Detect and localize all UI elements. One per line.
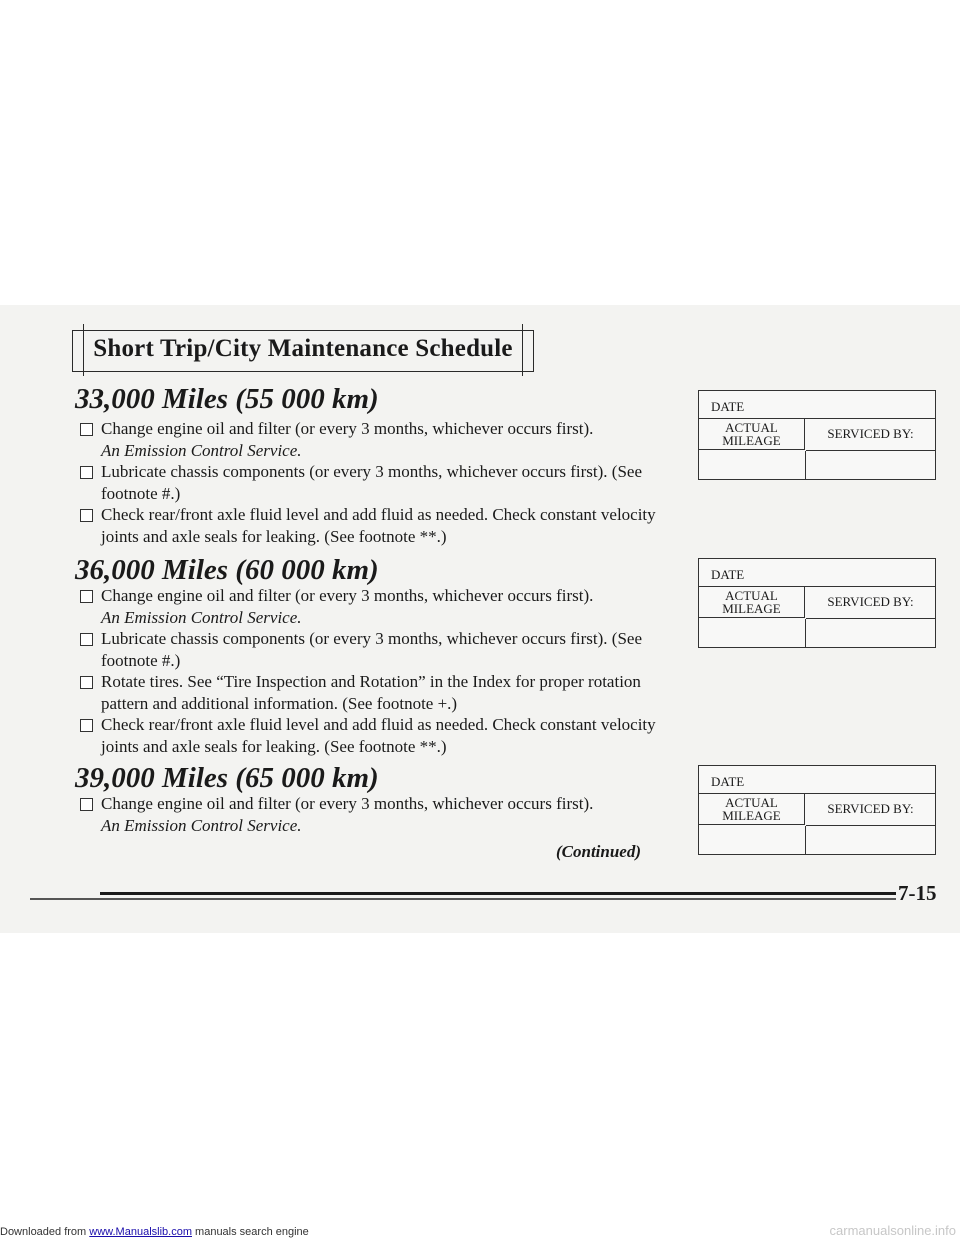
- mileage-field[interactable]: [699, 826, 806, 854]
- service-record-form: [698, 765, 936, 855]
- checkbox[interactable]: [80, 423, 93, 436]
- date-field[interactable]: [699, 559, 935, 587]
- item-text: Rotate tires. See “Tire Inspection and Rotation” in the Index for proper rotation pattern and additional information. (See footnote +.): [101, 672, 641, 713]
- service-record-form: [698, 390, 936, 480]
- service-record-form: [698, 558, 936, 648]
- checklist-item: [80, 714, 660, 758]
- download-footer: Downloaded from www.Manualslib.com manuals search engine: [0, 1226, 309, 1238]
- checkbox[interactable]: [80, 633, 93, 646]
- serviced-by-header: SERVICED BY:: [806, 418, 935, 451]
- date-label: DATE: [711, 567, 745, 582]
- item-text: Lubricate chassis components (or every 3 months, whichever occurs first). (See footnote #.): [101, 629, 642, 670]
- page-header: [72, 330, 534, 372]
- footer-rule: [100, 892, 896, 895]
- mileage-header: ACTUAL MILEAGE: [699, 586, 805, 618]
- checkbox[interactable]: [80, 676, 93, 689]
- continued-label: (Continued): [556, 842, 642, 861]
- checklist-item: [80, 793, 660, 837]
- item-text: Check rear/front axle fluid level and add fluid as needed. Check constant velocity joints and axle seals for leaking. (See footnote **.): [101, 715, 656, 756]
- date-field[interactable]: [699, 766, 935, 794]
- mileage-header: ACTUAL MILEAGE: [699, 793, 805, 825]
- section-heading-39000: 39,000 Miles (65 000 km): [75, 762, 379, 794]
- mileage-header: ACTUAL MILEAGE: [699, 418, 805, 450]
- checkbox[interactable]: [80, 719, 93, 732]
- date-label: DATE: [711, 399, 745, 414]
- serviced-by-header: SERVICED BY:: [806, 586, 935, 619]
- checklist-item: [80, 585, 660, 629]
- manualslib-link[interactable]: www.Manualslib.com: [89, 1226, 192, 1238]
- item-text: Check rear/front axle fluid level and add fluid as needed. Check constant velocity joints and axle seals for leaking. (See footnote **.): [101, 505, 656, 546]
- serviced-by-header: SERVICED BY:: [806, 793, 935, 826]
- footer-rule-thin: [30, 898, 896, 900]
- mileage-field[interactable]: [699, 619, 806, 647]
- item-note: An Emission Control Service.: [101, 441, 302, 460]
- item-text: Change engine oil and filter (or every 3 months, whichever occurs first).: [101, 586, 594, 605]
- checkbox[interactable]: [80, 466, 93, 479]
- item-text: Lubricate chassis components (or every 3 months, whichever occurs first). (See footnote #.): [101, 462, 642, 503]
- item-note: An Emission Control Service.: [101, 816, 302, 835]
- section-heading-33000: 33,000 Miles (55 000 km): [75, 383, 379, 415]
- checkbox[interactable]: [80, 509, 93, 522]
- checklist-item: [80, 671, 660, 715]
- date-label: DATE: [711, 774, 745, 789]
- checkbox[interactable]: [80, 798, 93, 811]
- checklist-item: [80, 418, 660, 462]
- checklist-item: [80, 504, 660, 548]
- item-note: An Emission Control Service.: [101, 608, 302, 627]
- checklist-item: [80, 461, 660, 505]
- section-heading-36000: 36,000 Miles (60 000 km): [75, 554, 379, 586]
- mileage-field[interactable]: [699, 451, 806, 479]
- checkbox[interactable]: [80, 590, 93, 603]
- item-text: Change engine oil and filter (or every 3 months, whichever occurs first).: [101, 794, 594, 813]
- page-number: 7-15: [898, 881, 937, 905]
- item-text: Change engine oil and filter (or every 3 months, whichever occurs first).: [101, 419, 594, 438]
- watermark: carmanualsonline.info: [829, 1223, 956, 1238]
- page-title: Short Trip/City Maintenance Schedule: [93, 335, 513, 362]
- date-field[interactable]: [699, 391, 935, 419]
- checklist-item: [80, 628, 660, 672]
